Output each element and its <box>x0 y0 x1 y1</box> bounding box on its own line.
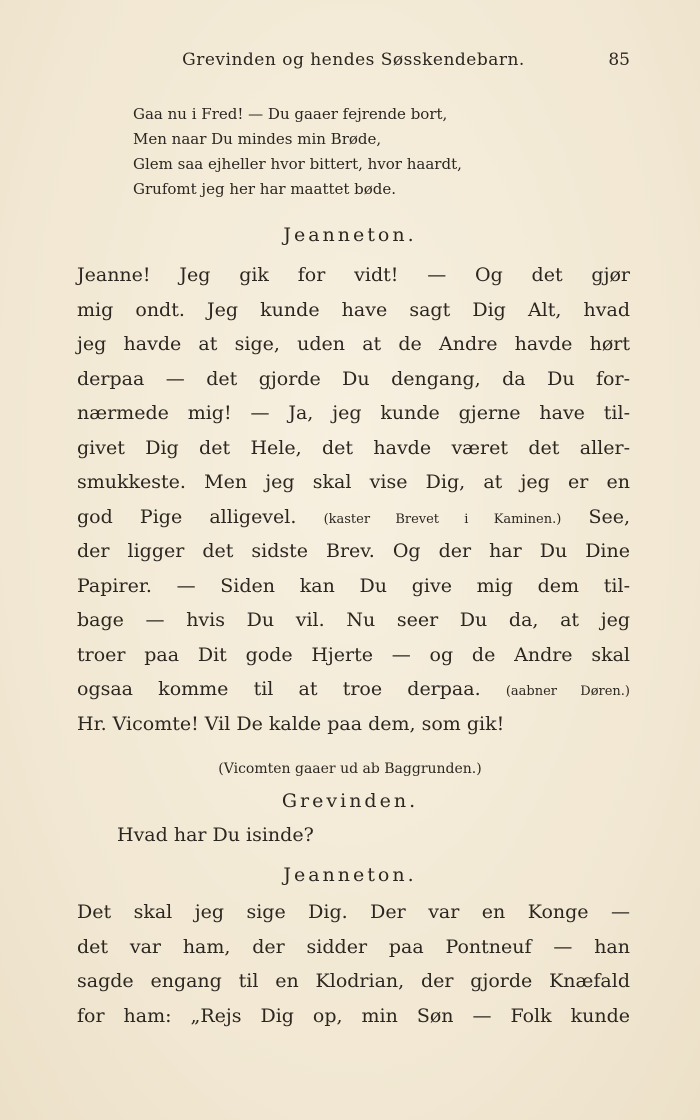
text-line: derpaa — det gjorde Du dengang, da Du for- <box>77 367 630 390</box>
text-line: for ham: „Rejs Dig op, min Søn — Folk kunde <box>77 1004 630 1027</box>
text-line: Hr. Vicomte! Vil De kalde paa dem, som gik! <box>77 712 505 735</box>
text-line: der ligger det sidste Brev. Og der har Du Dine <box>77 540 630 562</box>
dialogue-block <box>77 818 630 853</box>
speaker-name: Jeanneton. <box>283 224 417 246</box>
stage-direction: (aabner Døren.) <box>505 684 631 699</box>
text-segment: ogsaa komme til at troe derpaa. <box>77 678 481 700</box>
text-line: Jeanne! Jeg gik for vidt! — Og det gjør <box>77 264 630 286</box>
text-line: Papirer. — Siden kan Du give mig dem til- <box>77 574 630 597</box>
text-line: Hvad har Du isinde? <box>117 824 314 846</box>
text-line <box>77 500 630 535</box>
text-segment: god Pige alligevel. <box>77 505 297 528</box>
text-line: sagde engang til en Klodrian, der gjorde Knæfald <box>77 970 630 992</box>
verse-line: Gaa nu i Fred! — Du gaaer fejrende bort, <box>133 105 448 123</box>
verse-line: Glem saa ejheller hvor bittert, hvor haardt, <box>133 155 462 173</box>
stage-direction: (Vicomten gaaer ud ab Baggrunden.) <box>218 761 482 777</box>
text-line: bage — hvis Du vil. Nu seer Du da, at jeg <box>77 609 630 631</box>
text-line: smukkeste. Men jeg skal vise Dig, at jeg er en <box>77 471 630 493</box>
page-number: 85 <box>608 50 630 70</box>
text-line: nærmede mig! — Ja, jeg kunde gjerne have til- <box>77 402 630 424</box>
dialogue-block <box>77 258 630 741</box>
speaker-name: Jeanneton. <box>283 864 417 886</box>
text-line: jeg havde at sige, uden at de Andre havde hørt <box>77 333 630 355</box>
speaker-name: Grevinden. <box>281 790 419 812</box>
text-segment: See, <box>588 505 630 528</box>
text-line <box>77 672 630 707</box>
verse-line: Grufomt jeg her har maattet bøde. <box>133 180 397 198</box>
running-head <box>77 50 630 74</box>
text-line: Det skal jeg sige Dig. Der var en Konge — <box>77 901 630 923</box>
running-title: Grevinden og hendes Søsskendebarn. <box>182 50 525 70</box>
stage-direction: (kaster Brevet i Kaminen.) <box>323 511 562 527</box>
verse-line: Men naar Du mindes min Brøde, <box>133 130 382 148</box>
text-line: det var ham, der sidder paa Pontneuf — han <box>77 935 630 958</box>
text-line: givet Dig det Hele, det havde været det aller- <box>77 436 630 459</box>
verse-stanza <box>133 102 603 202</box>
text-line: mig ondt. Jeg kunde have sagt Dig Alt, hvad <box>77 298 630 321</box>
text-line: troer paa Dit gode Hjerte — og de Andre skal <box>77 643 630 666</box>
dialogue-block <box>77 895 630 1033</box>
